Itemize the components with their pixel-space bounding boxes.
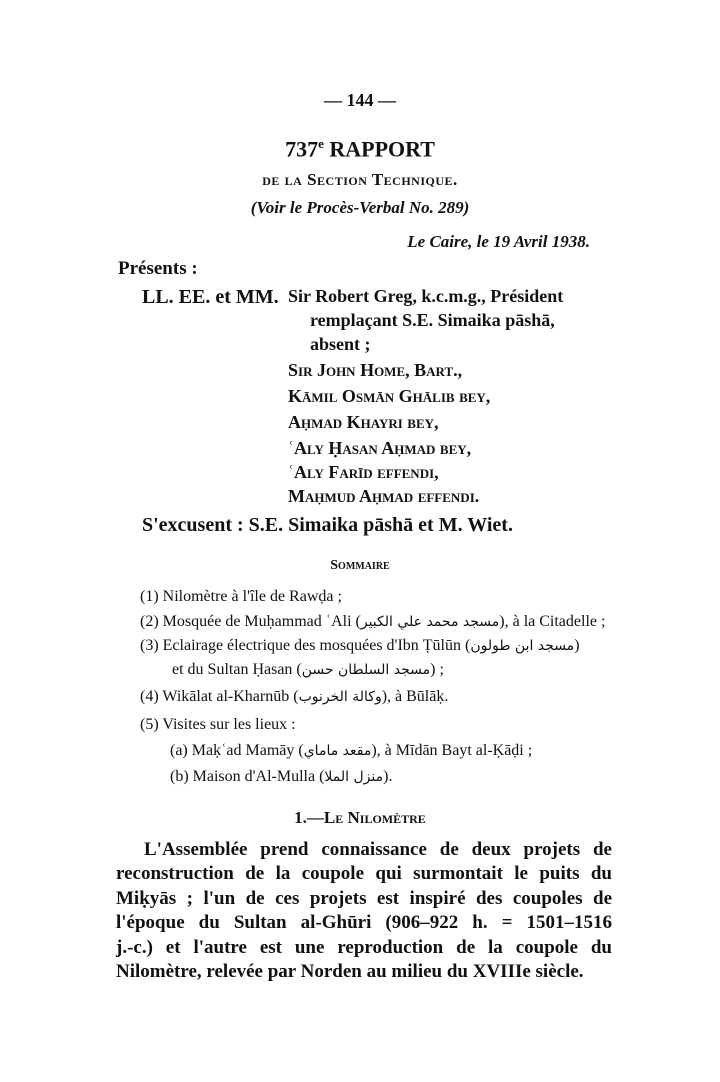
arabic-name: وكالة الخرنوب xyxy=(298,689,382,705)
arabic-name: مسجد السلطان حسن xyxy=(301,662,431,678)
paragraph-line: l'époque du Sultan al-Ghūri (906–922 h. = 1501–1516 xyxy=(116,912,612,934)
sommaire-item: (1) Nilomètre à l'île de Rawḍa ; xyxy=(140,588,342,605)
report-subtitle: de la Section Technique. xyxy=(262,170,458,189)
sommaire-item: (4) Wikālat al-Kharnūb (وكالة الخرنوب), à Būlāḳ. xyxy=(140,688,449,705)
paragraph-line: L'Assemblée prend connaissance de deux projets de xyxy=(144,839,612,860)
sommaire-item: (5) Visites sur les lieux : xyxy=(140,716,296,733)
member-line: Kāmil Osmān Ghālib bey, xyxy=(288,386,491,406)
member-line: Aḥmad Khayri bey, xyxy=(288,412,439,432)
section-title: 1.—Le Nilomètre xyxy=(294,808,426,827)
member-line: Sir Robert Greg, k.c.m.g., Président xyxy=(288,286,564,306)
member-line: Sir John Home, Bart., xyxy=(288,360,463,380)
arabic-name: مقعد ماماي xyxy=(303,743,372,759)
paragraph-line: j.-c.) et l'autre est une reproduction de la coupole du xyxy=(116,936,612,958)
paragraph-line: reconstruction de la coupole qui surmontait le puits du xyxy=(116,863,612,885)
paragraph-line: Nilomètre, relevée par Norden au milieu du XVIIIe siècle. xyxy=(116,961,584,983)
member-line: remplaçant S.E. Simaika pāshā, xyxy=(310,310,555,330)
presents-intro: LL. EE. et MM. xyxy=(142,286,279,308)
sommaire-item: (2) Mosquée de Muḥammad ʿAli (مسجد محمد علي الكبير), à la Citadelle ; xyxy=(140,613,606,630)
member-line: absent ; xyxy=(310,334,371,354)
page-number: — 144 — xyxy=(324,90,396,110)
report-title xyxy=(0,136,720,162)
sommaire-item: et du Sultan Ḥasan (مسجد السلطان حسن) ; xyxy=(172,661,444,678)
report-number-suffix: e xyxy=(318,136,324,151)
sommaire-item: (3) Eclairage électrique des mosquées d'Ibn Ṭūlūn (مسجد ابن طولون) xyxy=(140,637,580,654)
member-line: Maḥmud Aḥmad effendi. xyxy=(288,486,480,506)
sommaire-item: (b) Maison d'Al-Mulla (منزل الملا). xyxy=(170,768,393,785)
presents-label: Présents : xyxy=(118,258,198,279)
arabic-name: مسجد ابن طولون xyxy=(470,638,575,654)
paragraph-line: Miḳyās ; l'un de ces projets est inspiré des coupoles de xyxy=(116,887,612,909)
report-number: 737 xyxy=(285,136,319,162)
excused-line: S'excusent : S.E. Simaika pāshā et M. Wiet. xyxy=(142,514,513,536)
sommaire-item: (a) Maḳʿad Mamāy (مقعد ماماي), à Mīdān Bayt al-Ḳāḍi ; xyxy=(170,742,533,759)
report-date: Le Caire, le 19 Avril 1938. xyxy=(407,232,590,251)
member-line: ʿAly Ḥasan Aḥmad bey, xyxy=(288,438,472,458)
sommaire-heading: Sommaire xyxy=(330,558,390,573)
report-word: RAPPORT xyxy=(329,136,435,162)
body-paragraph xyxy=(116,838,612,984)
member-line: ʿAly Farīd effendi, xyxy=(288,462,439,482)
arabic-name: منزل الملا xyxy=(324,769,384,785)
arabic-name: مسجد محمد علي الكبير xyxy=(360,614,500,630)
proces-verbal-reference: (Voir le Procès-Verbal No. 289) xyxy=(250,198,470,217)
